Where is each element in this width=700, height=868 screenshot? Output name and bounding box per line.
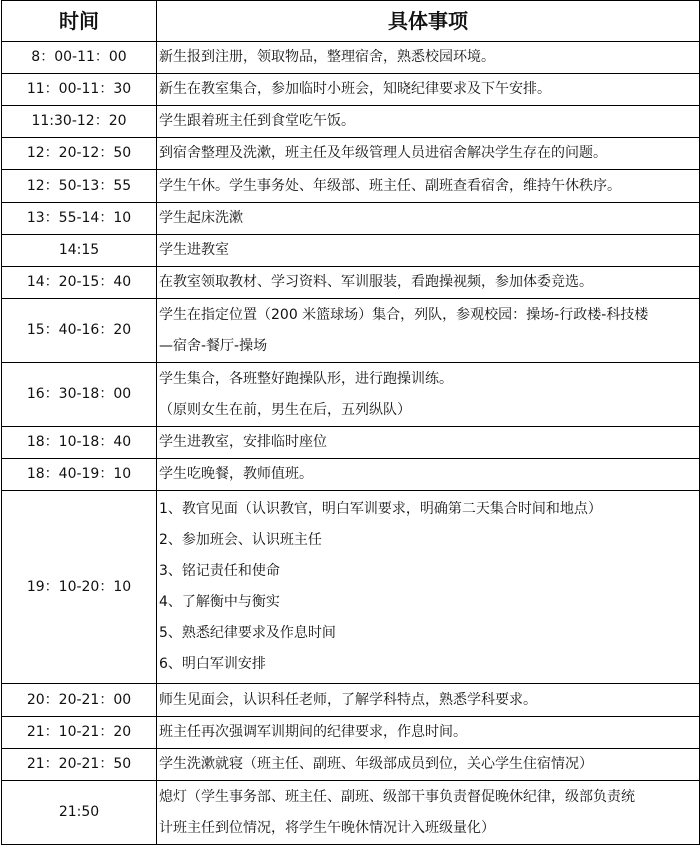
description-line: 2、参加班会、认识班主任	[159, 532, 322, 548]
table-row	[2, 74, 700, 106]
table-row	[2, 170, 700, 203]
description-cell	[157, 363, 700, 427]
description-cell	[157, 427, 700, 459]
table-row	[2, 299, 700, 363]
table-row	[2, 684, 700, 717]
time-cell: 21：20-21：50	[2, 749, 157, 781]
header-time: 时间	[2, 1, 157, 42]
time-cell: 15：40-16：20	[2, 299, 157, 363]
time-cell: 18：40-19：10	[2, 459, 157, 491]
description-cell	[157, 106, 700, 138]
table-row	[2, 427, 700, 459]
description-cell	[157, 717, 700, 749]
description-cell	[157, 781, 700, 845]
description-line: 师生见面会，认识科任老师，了解学科特点，熟悉学科要求。	[159, 691, 537, 708]
time-cell: 14:15	[2, 235, 157, 267]
description-line: 6、明白军训安排	[159, 656, 266, 672]
description-line: —宿舍-餐厅-操场	[159, 337, 268, 354]
description-line: 4、了解衡中与衡实	[159, 594, 280, 610]
table-row	[2, 781, 700, 845]
time-cell: 19：10-20：10	[2, 491, 157, 684]
description-cell	[157, 491, 700, 684]
header-row	[2, 1, 700, 42]
description-line: （原则女生在前，男生在后，五列纵队）	[159, 401, 411, 418]
description-line: 到宿舍整理及洗漱，班主任及年级管理人员进宿舍解决学生存在的问题。	[159, 145, 607, 161]
description-line: 学生午休。学生事务处、年级部、班主任、副班查看宿舍，维持午休秩序。	[159, 177, 621, 194]
description-cell	[157, 235, 700, 267]
table-row	[2, 749, 700, 781]
time-cell: 12：20-12：50	[2, 138, 157, 170]
time-cell: 14：20-15：40	[2, 267, 157, 299]
time-cell: 20：20-21：00	[2, 684, 157, 717]
description-line: 学生进教室，安排临时座位	[159, 434, 327, 450]
description-cell	[157, 749, 700, 781]
description-cell	[157, 138, 700, 170]
time-cell: 8：00-11：00	[2, 42, 157, 74]
time-cell: 16：30-18：00	[2, 363, 157, 427]
description-line: 学生起床洗漱	[159, 210, 243, 226]
description-cell	[157, 203, 700, 235]
description-line: 学生进教室	[159, 242, 229, 258]
description-cell	[157, 459, 700, 491]
description-line: 在教室领取教材、学习资料、军训服装，看跑操视频，参加体委竞选。	[159, 274, 593, 290]
description-line: 学生吃晚餐，教师值班。	[159, 466, 313, 482]
time-cell: 13：55-14：10	[2, 203, 157, 235]
schedule-body	[2, 42, 700, 845]
table-row	[2, 363, 700, 427]
description-cell	[157, 74, 700, 106]
description-cell	[157, 684, 700, 717]
table-row	[2, 717, 700, 749]
description-cell	[157, 170, 700, 203]
table-row	[2, 138, 700, 170]
table-row	[2, 106, 700, 138]
description-line: 学生集合，各班整好跑操队形，进行跑操训练。	[159, 370, 453, 387]
time-cell: 18：10-18：40	[2, 427, 157, 459]
time-cell: 11:30-12：20	[2, 106, 157, 138]
header-items: 具体事项	[157, 1, 700, 42]
schedule-table	[1, 0, 700, 845]
table-row	[2, 267, 700, 299]
time-cell: 11：00-11：30	[2, 74, 157, 106]
description-line: 新生报到注册，领取物品，整理宿舍，熟悉校园环境。	[159, 49, 495, 65]
time-cell: 21：10-21：20	[2, 717, 157, 749]
table-row	[2, 42, 700, 74]
description-cell	[157, 299, 700, 363]
description-line: 新生在教室集合，参加临时小班会，知晓纪律要求及下午安排。	[159, 81, 551, 97]
description-line: 学生洗漱就寝（班主任、副班、年级部成员到位，关心学生住宿情况）	[159, 756, 593, 772]
time-cell: 12：50-13：55	[2, 170, 157, 203]
table-row	[2, 459, 700, 491]
description-line: 学生在指定位置（200 米篮球场）集合，列队，参观校园：操场-行政楼-科技楼	[159, 306, 649, 323]
table-row	[2, 491, 700, 684]
description-line: 1、教官见面（认识教官，明白军训要求，明确第二天集合时间和地点）	[159, 501, 602, 517]
description-line: 学生跟着班主任到食堂吃午饭。	[159, 113, 355, 129]
description-line: 熄灯（学生事务部、班主任、副班、级部干事负责督促晚休纪律，级部负责统	[159, 788, 635, 805]
description-cell	[157, 267, 700, 299]
table-row	[2, 235, 700, 267]
time-cell: 21:50	[2, 781, 157, 845]
description-line: 3、铭记责任和使命	[159, 563, 280, 579]
description-cell	[157, 42, 700, 74]
description-line: 计班主任到位情况，将学生午晚休情况计入班级量化）	[159, 819, 495, 836]
description-line: 5、熟悉纪律要求及作息时间	[159, 625, 336, 641]
table-row	[2, 203, 700, 235]
description-line: 班主任再次强调军训期间的纪律要求，作息时间。	[159, 724, 467, 740]
